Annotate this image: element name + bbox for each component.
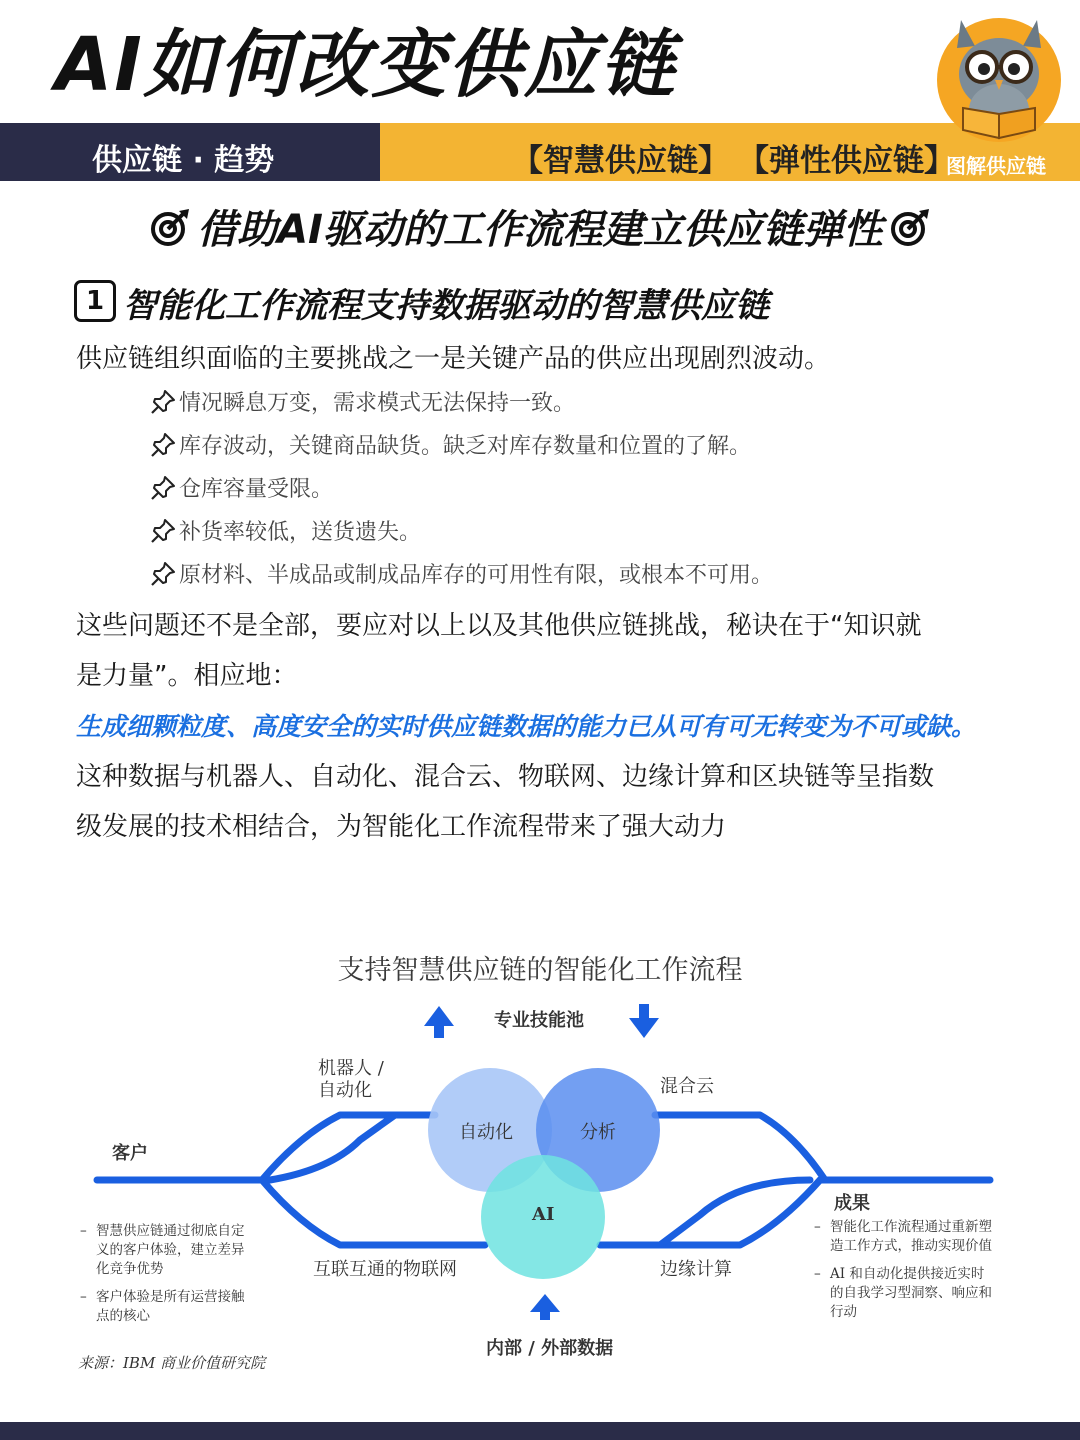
highlight-statement: 生成细颗粒度、高度安全的实时供应链数据的能力已从可有可无转变为不可或缺。 [76,712,977,741]
pushpin-icon [150,518,176,544]
note-line: AI 和自动化提供接近实时 [830,1266,985,1282]
note-line: 智慧供应链通过彻底自定 [96,1223,245,1239]
section-number-badge: 1 [74,280,116,322]
circle-label-automation: 自动化 [459,1122,513,1143]
track-right-lower [600,1180,820,1245]
label-robotics-2: 自动化 [318,1080,372,1101]
sub-title: 智能化工作流程支持数据驱动的智慧供应链 [123,286,769,326]
pushpin-icon [150,561,176,587]
pushpin-icon [150,475,176,501]
arrow-up-icon [424,1006,454,1038]
section-heading-text: 借助AI驱动的工作流程建立供应链弹性 [197,207,883,253]
section-heading [0,198,1080,255]
source-credit: 来源：IBM 商业价值研究院 [78,1354,266,1372]
paragraph-3-line-2: 级发展的技术相结合，为智能化工作流程带来了强大动力 [76,812,727,842]
label-robotics-1: 机器人 / [318,1058,384,1079]
label-hybrid-cloud: 混合云 [660,1076,714,1097]
note-line: 点的核心 [96,1308,150,1324]
bullet-text: 原材料、半成品或制成品库存的可用性有限，或根本不可用。 [179,563,774,588]
paragraph-2-line-2: 是力量”。相应地： [76,661,298,691]
bullet-text: 补货率较低，送货遗失。 [179,520,422,545]
circle-label-analysis: 分析 [580,1122,616,1143]
category-label: 供应链 · 趋势 [92,143,275,178]
tag-resilient-supply-chain: 【弹性供应链】 [738,143,955,179]
note-line: 化竞争优势 [96,1261,164,1277]
note-line: 的自我学习型洞察、响应和 [830,1285,992,1301]
label-data: 内部 / 外部数据 [486,1338,614,1359]
list-item [150,472,333,503]
note-line: 客户体验是所有运营接触 [96,1289,245,1305]
intro-paragraph: 供应链组织面临的主要挑战之一是关键产品的供应出现剧烈波动。 [76,344,831,374]
bullet-text: 库存波动，关键商品缺货。缺乏对库存数量和位置的了解。 [179,434,752,459]
arrow-up-icon [530,1294,560,1320]
list-item [150,429,751,460]
label-customer: 客户 [112,1143,148,1164]
note-line: 义的客户体验，建立差异 [96,1242,245,1258]
list-item [150,558,773,589]
track-left-lower [262,1180,485,1245]
label-result: 成果 [834,1193,870,1214]
bullet-text: 情况瞬息万变，需求模式无法保持一致。 [179,391,576,416]
main-title: AI如何改变供应链 [55,22,676,108]
target-arrow-icon [149,207,191,247]
note-line: 造工作方式，推动实现价值 [830,1238,992,1254]
note-line: 智能化工作流程通过重新塑 [830,1219,992,1235]
list-item [150,386,575,417]
result-note: – 智能化工作流程通过重新塑 造工作方式，推动实现价值 – AI 和自动化提供接近实时 的自我学习型洞察、响应和 行动 [814,1219,992,1320]
diagram-title: 支持智慧供应链的智能化工作流程 [337,955,743,986]
label-iot: 互联互通的物联网 [313,1259,457,1280]
pushpin-icon [150,432,176,458]
paragraph-3-line-1: 这种数据与机器人、自动化、混合云、物联网、边缘计算和区块链等呈指数 [76,762,935,792]
bullet-text: 仓库容量受限。 [179,477,334,502]
pushpin-icon [150,389,176,415]
label-expertise-pool: 专业技能池 [494,1010,584,1031]
list-item [150,515,421,546]
arrow-down-icon [629,1004,659,1038]
owl-logo-icon [935,12,1063,142]
logo-caption: 图解供应链 [946,154,1046,178]
tag-smart-supply-chain: 【智慧供应链】 [512,143,729,179]
label-edge-computing: 边缘计算 [660,1259,732,1280]
bottom-bar [0,1422,1080,1440]
track-right-upper [655,1115,825,1180]
paragraph-2-line-1: 这些问题还不是全部，要应对以上以及其他供应链挑战，秘诀在于“知识就 [76,611,922,641]
note-line: 行动 [830,1304,857,1320]
customer-note: – 智慧供应链通过彻底自定 义的客户体验，建立差异 化竞争优势 – 客户体验是所有运营接触 点的核心 [80,1223,245,1324]
target-arrow-icon [889,207,931,247]
circle-label-ai: AI [532,1204,555,1225]
